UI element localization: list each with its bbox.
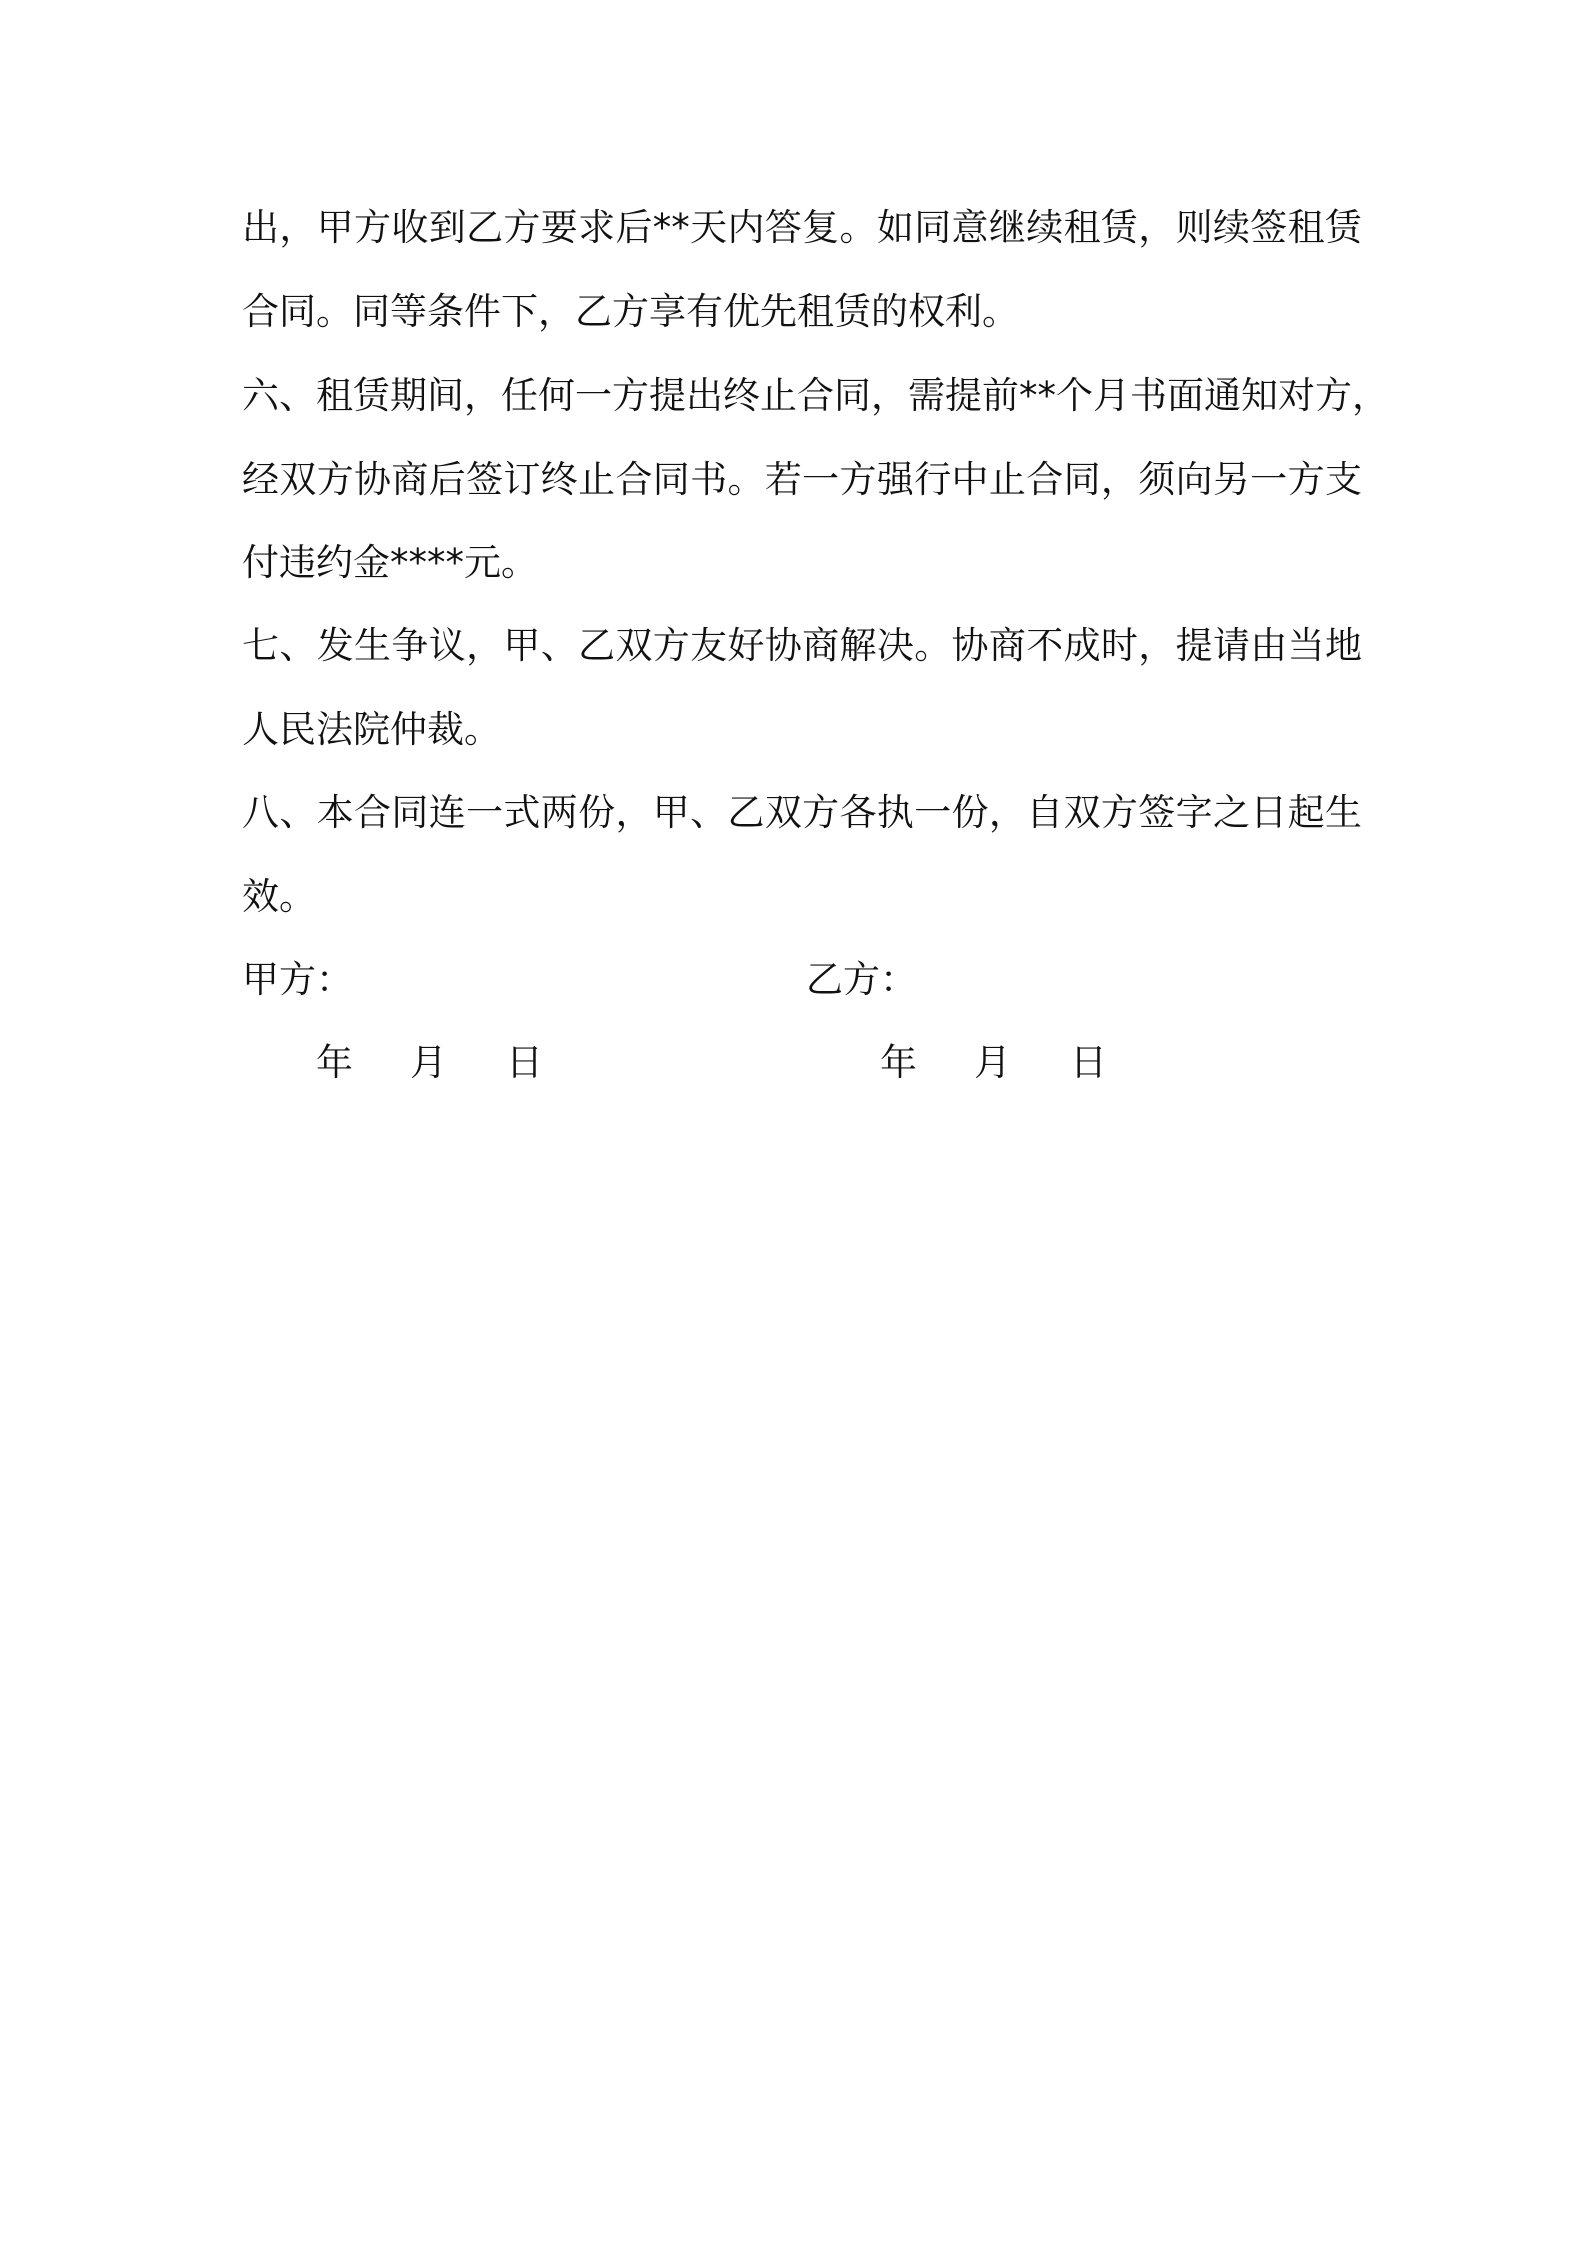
party-a-label: 甲方：	[242, 958, 353, 1001]
party-a-month: 月	[410, 1041, 447, 1084]
party-b-year: 年	[880, 1041, 917, 1084]
party-b-label: 乙方：	[806, 958, 917, 1001]
party-a-day: 日	[506, 1041, 543, 1084]
clause-eight-line-2: 效。	[242, 875, 316, 918]
clause-eight-line-1: 八、本合同连一式两份，甲、乙双方各执一份，自双方签字之日起生	[242, 791, 1362, 834]
party-a-year: 年	[316, 1041, 353, 1084]
clause-six-line-2: 经双方协商后签订终止合同书。若一方强行中止合同，须向另一方支	[242, 458, 1362, 501]
clause-seven-line-1: 七、发生争议，甲、乙双方友好协商解决。协商不成时，提请由当地	[242, 624, 1362, 667]
clause-six-line-1: 六、租赁期间，任何一方提出终止合同，需提前**个月书面通知对方，	[242, 374, 1389, 417]
clause-six-line-3: 付违约金****元。	[242, 541, 538, 584]
party-b-month: 月	[974, 1041, 1011, 1084]
party-b-day: 日	[1070, 1041, 1107, 1084]
clause-five-continuation-line-2: 合同。同等条件下，乙方享有优先租赁的权利。	[242, 290, 1019, 333]
clause-five-continuation-line-1: 出，甲方收到乙方要求后**天内答复。如同意继续租赁，则续签租赁	[242, 206, 1362, 249]
clause-seven-line-2: 人民法院仲裁。	[242, 708, 501, 751]
